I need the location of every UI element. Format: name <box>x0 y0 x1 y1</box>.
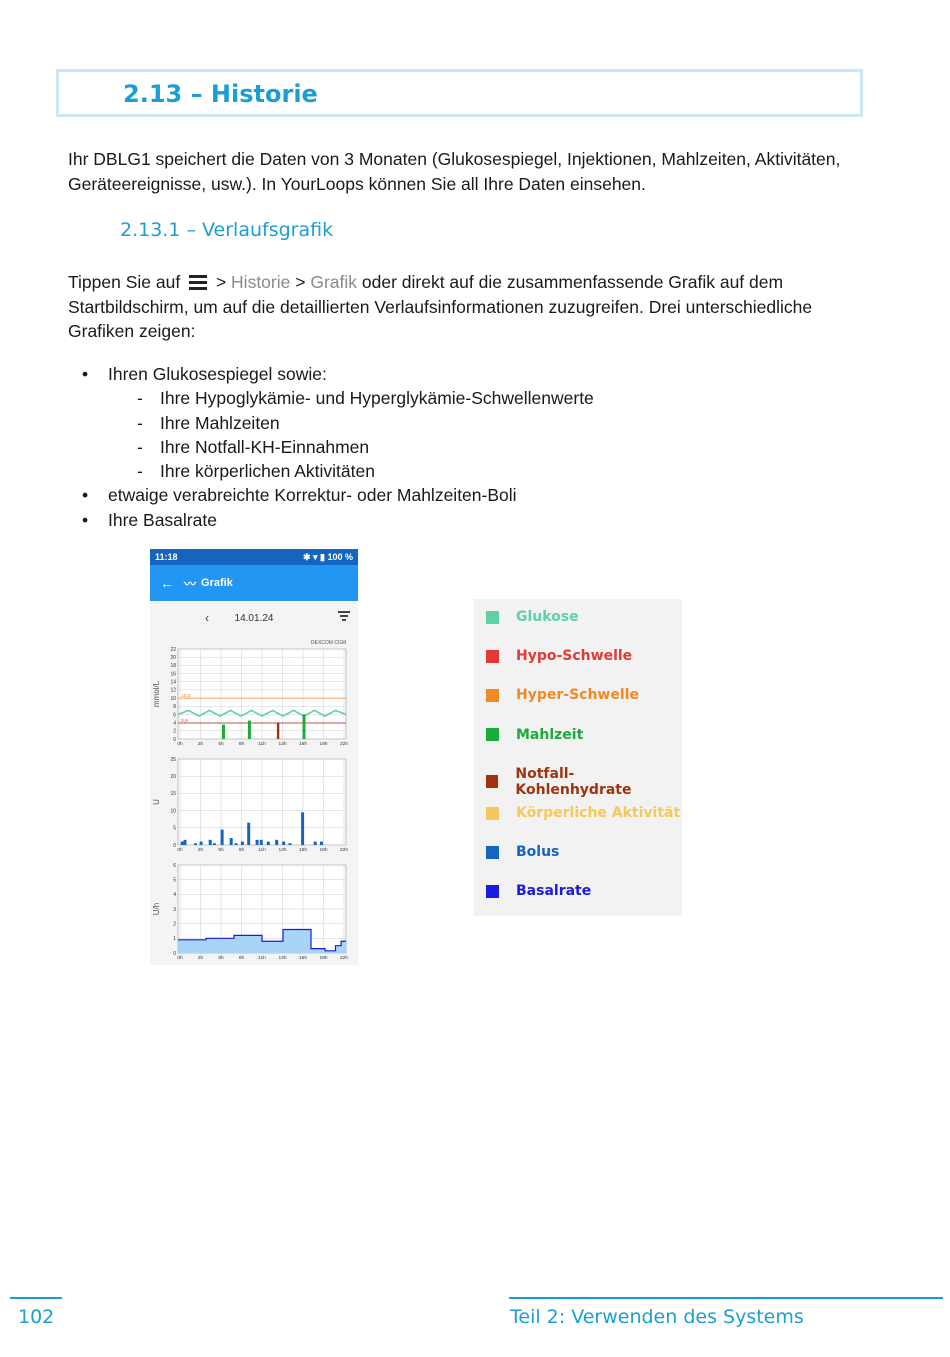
hypo-threshold-label: 3,9 <box>181 719 188 725</box>
menu-grafik: Grafik <box>310 272 358 292</box>
bolus-bar <box>247 823 250 845</box>
bolus-bar <box>256 840 259 845</box>
rescue-carb-bar <box>277 723 279 739</box>
list-item: • etwaige verabreichte Korrektur- oder Mahlzeiten-Boli <box>82 483 594 507</box>
list-subitem: - Ihre Hypoglykämie- und Hyperglykämie-Schwellenwerte <box>82 386 594 410</box>
x-tick-label: 5h <box>218 848 224 853</box>
y-tick-label: 16 <box>170 671 176 678</box>
list-item: • Ihre Basalrate <box>82 508 594 532</box>
y-axis-label: U <box>152 799 161 805</box>
meal-bar <box>303 714 306 739</box>
y-tick-label: 20 <box>170 654 176 661</box>
hyper-threshold-label: 10,0 <box>181 694 191 700</box>
bolus-bar <box>200 842 203 845</box>
back-arrow-icon[interactable]: ← <box>160 575 174 591</box>
y-tick-label: 4 <box>173 892 176 899</box>
legend-swatch <box>486 689 499 702</box>
bolus-bar <box>267 842 270 845</box>
y-tick-label: 10 <box>170 808 176 815</box>
y-tick-label: 4 <box>173 720 176 727</box>
x-tick-label: 13h <box>278 848 287 853</box>
page-number: 102 <box>18 1306 55 1328</box>
y-tick-label: 10 <box>170 695 176 702</box>
legend-label: Glukose <box>516 609 579 625</box>
y-tick-label: 0 <box>173 736 176 743</box>
instruction-paragraph <box>68 270 858 344</box>
legend-swatch <box>486 885 499 898</box>
legend-label: Mahlzeit <box>516 726 584 743</box>
x-tick-label: 13h <box>278 742 287 747</box>
x-tick-label: 19h <box>319 742 328 747</box>
bolus-bar <box>235 843 238 845</box>
legend-item <box>486 805 680 821</box>
footer-divider <box>509 1297 943 1299</box>
x-tick-label: 11h <box>258 742 266 747</box>
legend-label: Körperliche Aktivität <box>516 805 681 821</box>
instruction-suffix: oder direkt auf die zusammenfassende Grafik auf dem Startbildschirm, um auf die detaillierten Verlaufsinformationen zuzugreifen. Drei unterschiedliche Grafiken zeigen: <box>68 272 813 341</box>
instruction-sep: > <box>211 272 232 292</box>
x-tick-label: 0h <box>177 956 183 961</box>
status-time: 11:18 <box>155 552 178 562</box>
history-charts <box>150 635 358 965</box>
y-tick-label: 5 <box>173 825 176 832</box>
x-tick-label: 5h <box>218 742 224 747</box>
y-tick-label: 18 <box>170 663 176 670</box>
bolus-bar <box>194 843 197 845</box>
app-bar-title: Grafik <box>201 577 233 589</box>
chart-legend <box>474 599 682 916</box>
y-tick-label: 15 <box>170 791 176 798</box>
y-tick-label: 0 <box>173 842 176 849</box>
bolus-bar <box>221 830 224 845</box>
filter-icon[interactable] <box>338 611 350 623</box>
app-bar <box>150 565 358 601</box>
y-tick-label: 12 <box>170 687 176 694</box>
graph-icon: 〰 <box>184 576 197 591</box>
x-tick-label: 5h <box>218 956 224 961</box>
x-tick-label: 8h <box>238 956 245 961</box>
x-tick-label: 0h <box>177 848 183 853</box>
list-subitem: - Ihre Notfall-KH-Einnahmen <box>82 435 594 459</box>
y-tick-label: 25 <box>170 756 176 763</box>
date-selector <box>150 601 358 635</box>
y-tick-label: 2 <box>173 921 176 928</box>
legend-item <box>486 844 559 860</box>
list-subitem: - Ihre Mahlzeiten <box>82 411 594 435</box>
y-axis-label: U/h <box>152 902 161 916</box>
x-tick-label: 2h <box>197 848 204 853</box>
legend-swatch <box>486 846 499 859</box>
status-bar <box>150 549 358 565</box>
list-subitem: - Ihre körperlichen Aktivitäten <box>82 459 594 483</box>
instruction-sep: > <box>290 272 311 292</box>
part-title: Teil 2: Verwenden des Systems <box>510 1306 804 1328</box>
y-tick-label: 8 <box>173 704 176 711</box>
feature-list <box>82 362 594 532</box>
y-tick-label: 6 <box>173 862 176 869</box>
bolus-bar <box>230 838 233 845</box>
x-tick-label: 22h <box>339 848 349 853</box>
bolus-bar <box>282 842 285 845</box>
menu-historie: Historie <box>231 272 291 292</box>
x-tick-label: 0h <box>177 742 183 747</box>
phone-screenshot <box>150 549 358 965</box>
y-tick-label: 5 <box>173 877 176 884</box>
legend-item <box>486 687 639 703</box>
bolus-bar <box>260 840 263 845</box>
meal-bar <box>248 721 251 739</box>
y-tick-label: 20 <box>170 774 176 780</box>
legend-item <box>486 609 579 625</box>
y-axis-label: mmol/L <box>152 680 161 708</box>
bolus-bar <box>181 842 184 845</box>
legend-swatch <box>486 650 499 663</box>
x-tick-label: 19h <box>319 848 328 853</box>
x-tick-label: 22h <box>339 956 349 961</box>
legend-item <box>486 727 583 743</box>
x-tick-label: 8h <box>238 742 245 747</box>
bolus-bar <box>314 842 317 845</box>
bolus-bar <box>301 812 304 845</box>
legend-label: Hyper-Schwelle <box>516 687 639 704</box>
section-title: 2.13 – Historie <box>123 80 318 108</box>
y-tick-label: 6 <box>173 712 176 719</box>
section-header-box <box>56 69 863 117</box>
y-tick-label: 22 <box>170 646 176 653</box>
intro-paragraph: Ihr DBLG1 speichert die Daten von 3 Monaten (Glukosespiegel, Injektionen, Mahlzeiten, Aktivitäten, Geräteereignisse, usw.). In YourLoops können Sie all Ihre Daten einsehen. <box>68 149 841 194</box>
hamburger-menu-icon <box>189 275 207 289</box>
footer-divider <box>10 1297 62 1299</box>
y-tick-label: 0 <box>173 950 176 957</box>
instruction-prefix: Tippen Sie auf <box>68 272 181 292</box>
meal-bar <box>222 725 225 739</box>
y-tick-label: 14 <box>170 679 176 686</box>
legend-label: Bolus <box>516 844 560 861</box>
bolus-bar <box>275 840 278 845</box>
legend-swatch <box>486 807 499 820</box>
y-tick-label: 1 <box>173 936 176 943</box>
bolus-bar <box>184 840 187 845</box>
legend-item <box>486 883 591 899</box>
y-tick-label: 2 <box>173 728 176 735</box>
x-tick-label: 11h <box>258 956 266 961</box>
legend-label: Basalrate <box>516 883 592 900</box>
legend-swatch <box>486 728 499 741</box>
x-tick-label: 19h <box>319 956 328 961</box>
list-item: • Ihren Glukosespiegel sowie: <box>82 362 594 386</box>
chevron-left-icon[interactable]: ‹ <box>205 611 209 625</box>
bolus-bar <box>241 842 244 845</box>
bolus-bar <box>213 843 216 845</box>
x-tick-label: 2h <box>197 742 204 747</box>
bolus-bar <box>209 840 212 845</box>
x-tick-label: 8h <box>238 848 245 853</box>
current-date: 14.01.24 <box>234 612 274 624</box>
status-icons: ✱ ▾ ▮ 100 % <box>302 552 353 562</box>
bolus-bar <box>320 842 323 845</box>
cgm-source-label: DEXCOM CGM <box>311 640 346 646</box>
x-tick-label: 16h <box>298 848 308 853</box>
legend-label: Notfall-Kohlenhydrate <box>515 765 632 798</box>
x-tick-label: 11h <box>258 848 266 853</box>
x-tick-label: 13h <box>278 956 287 961</box>
x-tick-label: 2h <box>197 956 204 961</box>
subsection-title: 2.13.1 – Verlaufsgrafik <box>120 219 334 241</box>
legend-swatch <box>486 775 498 788</box>
legend-item <box>486 648 632 664</box>
legend-swatch <box>486 611 499 624</box>
bolus-bar <box>289 843 292 845</box>
x-tick-label: 22h <box>339 742 349 747</box>
legend-item <box>486 766 682 798</box>
x-tick-label: 16h <box>298 956 308 961</box>
legend-label: Hypo-Schwelle <box>516 648 633 665</box>
x-tick-label: 16h <box>298 742 308 747</box>
y-tick-label: 3 <box>173 906 176 913</box>
